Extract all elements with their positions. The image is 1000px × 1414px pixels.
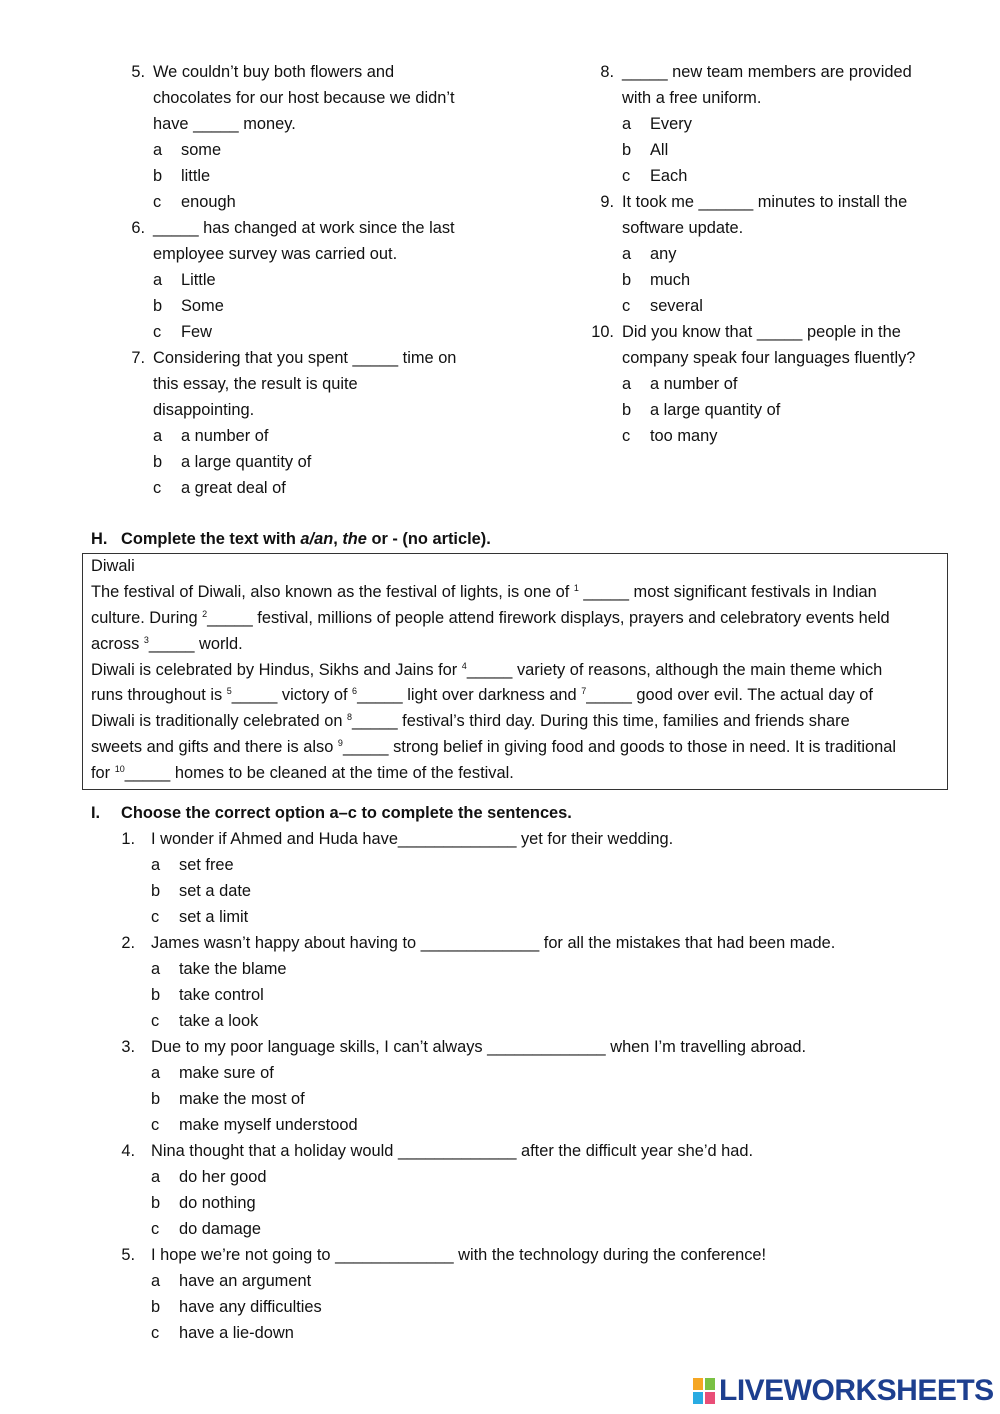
diwali-text-segment: _____ strong belief in giving food and goods to those in need. It is traditional [342, 738, 897, 757]
question-number: 5. [131, 63, 145, 81]
option-letter: a [151, 1272, 161, 1290]
option-letter: b [153, 297, 163, 315]
option-text: enough [181, 193, 236, 211]
gap-number: 10 [114, 764, 125, 775]
question-text: Considering that you spent _____ time on [153, 349, 457, 367]
gap-number: 9 [337, 738, 343, 749]
diwali-text-line [91, 709, 939, 735]
diwali-text-segment: _____ good over evil. The actual day of [586, 686, 873, 705]
diwali-text-segment: runs throughout is [91, 686, 227, 705]
diwali-title: Diwali [91, 557, 135, 575]
question-text: _____ new team members are provided [622, 63, 912, 81]
option-letter: c [153, 479, 162, 497]
option-letter: b [622, 401, 632, 419]
section-h-instruction-end: or - (no article). [366, 530, 491, 548]
question-text: Nina thought that a holiday would _____________ after the difficult year she’d had. [151, 1142, 754, 1160]
section-h-instruction-em2: the [342, 530, 367, 548]
question-text: I wonder if Ahmed and Huda have_____________ yet for their wedding. [151, 830, 674, 848]
gap-number: 1 [573, 582, 579, 593]
option-letter: b [622, 271, 632, 289]
question-number: 8. [600, 63, 614, 81]
option-letter: b [151, 1194, 161, 1212]
option-letter: b [622, 141, 632, 159]
diwali-text-segment: The festival of Diwali, also known as the festival of lights, is one of [91, 582, 574, 601]
diwali-text-segment: Diwali is traditionally celebrated on [91, 712, 347, 731]
question-text: chocolates for our host because we didn’t [153, 89, 455, 107]
option-text: some [181, 141, 222, 159]
option-letter: b [153, 167, 163, 185]
option-letter: a [153, 271, 163, 289]
option-letter: c [151, 908, 160, 926]
gap-number: 8 [347, 712, 353, 723]
section-i-instruction: Choose the correct option a–c to complete the sentences. [121, 804, 572, 822]
option-text: do her good [179, 1168, 267, 1186]
question-text: Did you know that _____ people in the [622, 323, 901, 341]
option-letter: a [151, 1168, 161, 1186]
option-text: take a look [179, 1012, 259, 1030]
option-text: any [650, 245, 677, 263]
question-text: I hope we’re not going to _____________ with the technology during the conference! [151, 1246, 767, 1264]
diwali-text-segment: _____ victory of [231, 686, 353, 705]
diwali-text-segment: Diwali is celebrated by Hindus, Sikhs and Jains for [91, 660, 462, 679]
option-letter: b [151, 1090, 161, 1108]
question-text: It took me ______ minutes to install the [622, 193, 908, 211]
gap-number: 7 [581, 686, 587, 697]
option-text: several [650, 297, 703, 315]
option-text: Little [181, 271, 216, 289]
option-text: a large quantity of [181, 453, 312, 471]
option-text: a number of [650, 375, 738, 393]
diwali-text-segment: _____ homes to be cleaned at the time of the festival. [124, 764, 514, 783]
question-text: software update. [622, 219, 744, 237]
option-letter: a [153, 141, 163, 159]
question-number: 7. [131, 349, 145, 367]
diwali-text-segment: sweets and gifts and there is also [91, 738, 338, 757]
question-text: with a free uniform. [622, 89, 762, 107]
option-letter: a [153, 427, 163, 445]
gap-number: 3 [143, 634, 149, 645]
section-h-letter: H. [91, 530, 108, 548]
option-text: have any difficulties [179, 1298, 322, 1316]
question-text: Due to my poor language skills, I can’t always _____________ when I’m travelling abroad. [151, 1038, 807, 1056]
section-h-instruction-em1: a/an [300, 530, 334, 548]
question-text: _____ has changed at work since the last [153, 219, 455, 237]
option-letter: c [153, 193, 162, 211]
option-letter: a [151, 1064, 161, 1082]
option-text: do damage [179, 1220, 262, 1238]
gap-number: 4 [461, 660, 467, 671]
diwali-text-segment: across [91, 634, 144, 653]
option-letter: c [151, 1116, 160, 1134]
option-text: much [650, 271, 691, 289]
option-text: set a limit [179, 908, 249, 926]
option-text: Every [650, 115, 692, 133]
option-letter: c [151, 1012, 160, 1030]
option-letter: b [153, 453, 163, 471]
section-h-heading [91, 526, 491, 552]
diwali-text-segment: _____ most significant festivals in Indian [578, 582, 877, 601]
section-h-instruction-mid: , [333, 530, 343, 548]
logo-icon [693, 1378, 715, 1404]
question-number: 6. [131, 219, 145, 237]
option-text: little [181, 167, 211, 185]
option-text: take control [179, 986, 264, 1004]
option-text: make sure of [179, 1064, 274, 1082]
gap-number: 2 [202, 608, 208, 619]
diwali-text-line [91, 683, 939, 709]
gap-number: 5 [226, 686, 232, 697]
question-text: We couldn’t buy both flowers and [153, 63, 395, 81]
question-number: 10. [591, 323, 614, 341]
diwali-text-segment: _____ variety of reasons, although the main theme which [466, 660, 883, 679]
option-text: a large quantity of [650, 401, 781, 419]
question-number: 9. [600, 193, 614, 211]
option-letter: a [622, 115, 632, 133]
question-text: this essay, the result is quite [153, 375, 358, 393]
option-text: take the blame [179, 960, 287, 978]
option-letter: a [151, 960, 161, 978]
diwali-text-line [91, 606, 939, 632]
option-letter: c [622, 167, 631, 185]
option-text: set free [179, 856, 234, 874]
option-text: set a date [179, 882, 251, 900]
question-text: company speak four languages fluently? [622, 349, 916, 367]
gap-number: 6 [352, 686, 358, 697]
diwali-text-segment: _____ festival’s third day. During this time, families and friends share [352, 712, 850, 731]
diwali-text-line [91, 658, 939, 684]
option-letter: b [151, 882, 161, 900]
option-letter: c [153, 323, 162, 341]
option-text: Few [181, 323, 212, 341]
question-number: 1. [121, 830, 135, 848]
question-number: 5. [121, 1246, 135, 1264]
diwali-text-box [82, 553, 948, 790]
option-text: a number of [181, 427, 269, 445]
option-letter: c [622, 297, 631, 315]
option-text: do nothing [179, 1194, 256, 1212]
option-text: make myself understood [179, 1116, 358, 1134]
option-letter: a [622, 245, 632, 263]
option-letter: a [151, 856, 161, 874]
option-text: make the most of [179, 1090, 305, 1108]
diwali-text-line [91, 761, 939, 787]
diwali-text-segment: _____ world. [148, 634, 243, 653]
option-letter: a [622, 375, 632, 393]
option-letter: b [151, 1298, 161, 1316]
option-text: All [650, 141, 669, 159]
liveworksheets-logo [693, 1374, 994, 1408]
option-text: Each [650, 167, 688, 185]
diwali-text-segment: _____ light over darkness and [357, 686, 582, 705]
question-text: James wasn’t happy about having to _____________ for all the mistakes that had been made. [151, 934, 836, 952]
option-letter: c [151, 1324, 160, 1342]
diwali-text-line [91, 735, 939, 761]
question-number: 3. [121, 1038, 135, 1056]
question-number: 2. [121, 934, 135, 952]
diwali-text-segment: culture. During [91, 608, 203, 627]
question-number: 4. [121, 1142, 135, 1160]
diwali-text-segment: for [91, 764, 115, 783]
option-text: have an argument [179, 1272, 312, 1290]
option-letter: c [151, 1220, 160, 1238]
section-i-heading [91, 800, 572, 826]
section-h-instruction-start: Complete the text with [121, 530, 301, 548]
question-text: disappointing. [153, 401, 255, 419]
option-letter: c [622, 427, 631, 445]
option-text: too many [650, 427, 718, 445]
diwali-text-segment: _____ festival, millions of people attend firework displays, prayers and celebratory events held [207, 608, 890, 627]
diwali-text-line [91, 580, 939, 606]
option-text: have a lie-down [179, 1324, 294, 1342]
question-text: have _____ money. [153, 115, 296, 133]
question-text: employee survey was carried out. [153, 245, 398, 263]
diwali-text-line [91, 632, 939, 658]
option-text: a great deal of [181, 479, 286, 497]
option-text: Some [181, 297, 224, 315]
section-i-letter: I. [91, 804, 101, 822]
option-letter: b [151, 986, 161, 1004]
logo-text: LIVEWORKSHEETS [719, 1374, 994, 1407]
